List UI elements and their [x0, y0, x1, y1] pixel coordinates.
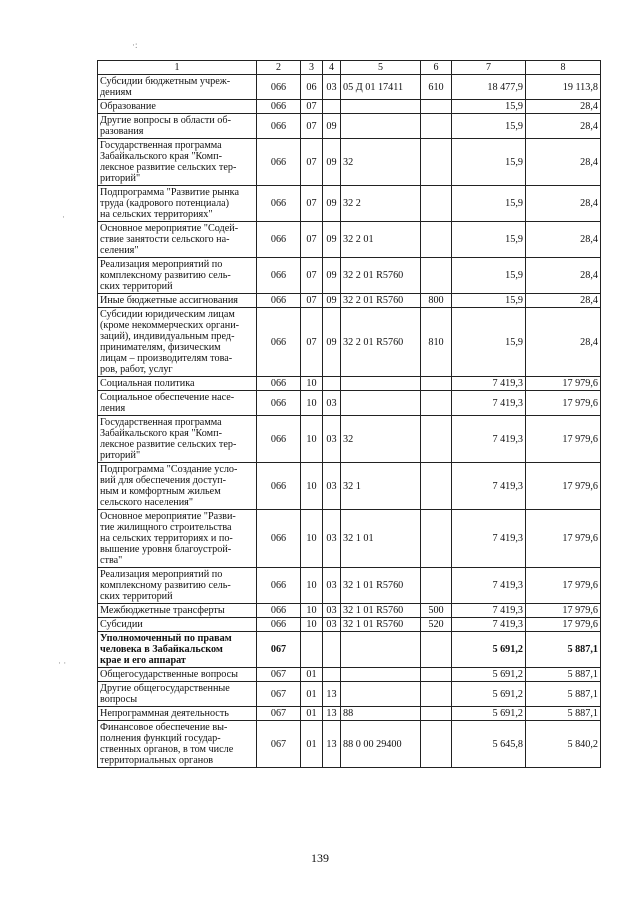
cell-name: Другие общегосударственные вопросы [98, 682, 257, 707]
cell-code: 066 [257, 463, 301, 510]
cell-amount-col7: 7 419,3 [452, 604, 526, 618]
cell-subsection: 13 [323, 682, 341, 707]
cell-name: Социальное обеспечение насе- ления [98, 391, 257, 416]
cell-code: 067 [257, 668, 301, 682]
cell-target-article: 32 2 01 R5760 [341, 258, 421, 294]
table-row [98, 721, 601, 768]
cell-expense-type [421, 707, 452, 721]
column-header: 3 [301, 61, 323, 75]
cell-target-article: 32 1 01 [341, 510, 421, 568]
cell-amount-col7: 5 691,2 [452, 668, 526, 682]
cell-amount-col7: 5 691,2 [452, 682, 526, 707]
cell-expense-type: 610 [421, 75, 452, 100]
cell-section: 10 [301, 416, 323, 463]
cell-section: 01 [301, 721, 323, 768]
cell-code: 066 [257, 308, 301, 377]
cell-code: 067 [257, 682, 301, 707]
cell-name: Государственная программа Забайкальского края "Комп- лексное развитие сельских тер- риторий" [98, 416, 257, 463]
table-row [98, 568, 601, 604]
cell-section: 07 [301, 294, 323, 308]
cell-target-article [341, 632, 421, 668]
scan-artifact: · · [58, 658, 67, 668]
cell-expense-type [421, 222, 452, 258]
cell-subsection: 03 [323, 391, 341, 416]
cell-section: 10 [301, 604, 323, 618]
cell-amount-col7: 7 419,3 [452, 391, 526, 416]
cell-expense-type: 500 [421, 604, 452, 618]
cell-subsection: 03 [323, 568, 341, 604]
cell-section: 07 [301, 186, 323, 222]
cell-name: Финансовое обеспечение вы- полнения функций государ- ственных органов, в том числе территориальных органов [98, 721, 257, 768]
cell-target-article [341, 668, 421, 682]
cell-name: Субсидии бюджетным учреж- дениям [98, 75, 257, 100]
cell-subsection: 09 [323, 222, 341, 258]
cell-code: 066 [257, 258, 301, 294]
cell-amount-col8: 28,4 [526, 258, 601, 294]
cell-code: 066 [257, 568, 301, 604]
cell-subsection: 09 [323, 114, 341, 139]
cell-amount-col7: 15,9 [452, 139, 526, 186]
cell-expense-type [421, 139, 452, 186]
cell-target-article [341, 100, 421, 114]
cell-code: 066 [257, 294, 301, 308]
cell-target-article [341, 391, 421, 416]
table-row [98, 294, 601, 308]
table-row [98, 682, 601, 707]
cell-subsection: 03 [323, 75, 341, 100]
cell-code: 066 [257, 222, 301, 258]
cell-expense-type [421, 377, 452, 391]
cell-amount-col7: 5 645,8 [452, 721, 526, 768]
cell-code: 066 [257, 75, 301, 100]
cell-expense-type [421, 391, 452, 416]
table-row [98, 668, 601, 682]
column-header: 4 [323, 61, 341, 75]
cell-code: 067 [257, 632, 301, 668]
table-row [98, 139, 601, 186]
cell-amount-col8: 5 887,1 [526, 668, 601, 682]
table-row [98, 186, 601, 222]
cell-amount-col8: 28,4 [526, 100, 601, 114]
cell-target-article [341, 114, 421, 139]
column-header: 2 [257, 61, 301, 75]
cell-section: 06 [301, 75, 323, 100]
cell-amount-col7: 15,9 [452, 100, 526, 114]
cell-code: 066 [257, 510, 301, 568]
cell-section: 10 [301, 568, 323, 604]
cell-name: Реализация мероприятий по комплексному развитию сель- ских территорий [98, 258, 257, 294]
cell-amount-col7: 15,9 [452, 186, 526, 222]
table-row [98, 707, 601, 721]
cell-name: Общегосударственные вопросы [98, 668, 257, 682]
cell-code: 066 [257, 391, 301, 416]
cell-expense-type [421, 632, 452, 668]
scan-artifact: · [62, 212, 65, 222]
cell-expense-type [421, 186, 452, 222]
cell-subsection: 09 [323, 139, 341, 186]
cell-name: Субсидии [98, 618, 257, 632]
cell-amount-col7: 15,9 [452, 294, 526, 308]
cell-target-article: 32 2 [341, 186, 421, 222]
cell-subsection [323, 668, 341, 682]
cell-target-article: 32 2 01 R5760 [341, 308, 421, 377]
cell-subsection: 09 [323, 258, 341, 294]
cell-name: Социальная политика [98, 377, 257, 391]
budget-table [97, 60, 601, 768]
cell-amount-col8: 28,4 [526, 139, 601, 186]
cell-name: Основное мероприятие "Разви- тие жилищного строительства на сельских территориях и по- вышение уровня благоустрой- ства" [98, 510, 257, 568]
cell-amount-col8: 5 887,1 [526, 682, 601, 707]
cell-target-article: 32 1 01 R5760 [341, 604, 421, 618]
cell-section: 07 [301, 222, 323, 258]
cell-amount-col8: 28,4 [526, 308, 601, 377]
cell-target-article: 88 0 00 29400 [341, 721, 421, 768]
cell-subsection: 09 [323, 308, 341, 377]
cell-expense-type [421, 682, 452, 707]
cell-expense-type [421, 668, 452, 682]
cell-code: 066 [257, 377, 301, 391]
cell-section: 10 [301, 510, 323, 568]
cell-target-article: 05 Д 01 17411 [341, 75, 421, 100]
cell-expense-type [421, 463, 452, 510]
cell-amount-col7: 7 419,3 [452, 618, 526, 632]
cell-code: 066 [257, 100, 301, 114]
cell-expense-type [421, 721, 452, 768]
cell-expense-type [421, 100, 452, 114]
cell-code: 066 [257, 416, 301, 463]
cell-amount-col8: 17 979,6 [526, 391, 601, 416]
table-row [98, 604, 601, 618]
cell-name: Образование [98, 100, 257, 114]
cell-amount-col8: 28,4 [526, 114, 601, 139]
cell-expense-type [421, 416, 452, 463]
cell-name: Основное мероприятие "Содей- ствие занятости сельского на- селения" [98, 222, 257, 258]
cell-amount-col8: 28,4 [526, 294, 601, 308]
cell-amount-col7: 15,9 [452, 308, 526, 377]
cell-subsection [323, 100, 341, 114]
cell-expense-type [421, 510, 452, 568]
cell-code: 067 [257, 707, 301, 721]
cell-subsection: 03 [323, 463, 341, 510]
cell-subsection: 03 [323, 604, 341, 618]
cell-code: 066 [257, 186, 301, 222]
column-header: 6 [421, 61, 452, 75]
cell-amount-col7: 15,9 [452, 258, 526, 294]
cell-subsection: 13 [323, 707, 341, 721]
cell-target-article: 88 [341, 707, 421, 721]
cell-amount-col8: 17 979,6 [526, 618, 601, 632]
cell-section: 01 [301, 668, 323, 682]
cell-expense-type: 800 [421, 294, 452, 308]
cell-target-article: 32 2 01 [341, 222, 421, 258]
cell-target-article: 32 [341, 416, 421, 463]
scan-artifact: ·: [132, 40, 138, 50]
table-row [98, 100, 601, 114]
cell-name: Реализация мероприятий по комплексному развитию сель- ских территорий [98, 568, 257, 604]
cell-target-article: 32 1 01 R5760 [341, 568, 421, 604]
table-row [98, 75, 601, 100]
cell-name: Подпрограмма "Развитие рынка труда (кадрового потенциала) на сельских территориях" [98, 186, 257, 222]
column-header: 1 [98, 61, 257, 75]
cell-name: Субсидии юридическим лицам (кроме некоммерческих органи- заций), индивидуальным пред- принимателям, физическим лицам – производителям това- ров, работ, услуг [98, 308, 257, 377]
cell-target-article [341, 377, 421, 391]
cell-section: 10 [301, 618, 323, 632]
cell-subsection: 09 [323, 294, 341, 308]
column-header: 5 [341, 61, 421, 75]
column-header: 7 [452, 61, 526, 75]
cell-subsection: 09 [323, 186, 341, 222]
cell-expense-type [421, 114, 452, 139]
cell-code: 066 [257, 114, 301, 139]
cell-code: 066 [257, 618, 301, 632]
cell-name: Уполномоченный по правам человека в Забайкальском крае и его аппарат [98, 632, 257, 668]
cell-amount-col8: 5 840,2 [526, 721, 601, 768]
cell-amount-col8: 17 979,6 [526, 377, 601, 391]
table-row [98, 618, 601, 632]
cell-amount-col7: 15,9 [452, 222, 526, 258]
cell-amount-col7: 5 691,2 [452, 632, 526, 668]
column-header: 8 [526, 61, 601, 75]
cell-name: Межбюджетные трансферты [98, 604, 257, 618]
cell-amount-col8: 5 887,1 [526, 707, 601, 721]
cell-expense-type [421, 568, 452, 604]
cell-subsection: 03 [323, 416, 341, 463]
page-number: 139 [311, 851, 329, 865]
cell-name: Подпрограмма "Создание усло- вий для обеспечения доступ- ным и комфортным жильем сельского населения" [98, 463, 257, 510]
cell-section: 10 [301, 463, 323, 510]
cell-section: 07 [301, 114, 323, 139]
table-row [98, 258, 601, 294]
cell-section: 01 [301, 707, 323, 721]
cell-expense-type: 520 [421, 618, 452, 632]
table-row [98, 463, 601, 510]
cell-expense-type [421, 258, 452, 294]
cell-section: 10 [301, 391, 323, 416]
cell-target-article: 32 1 01 R5760 [341, 618, 421, 632]
table-row [98, 510, 601, 568]
cell-section: 07 [301, 100, 323, 114]
table-row [98, 222, 601, 258]
cell-name: Иные бюджетные ассигнования [98, 294, 257, 308]
cell-amount-col7: 15,9 [452, 114, 526, 139]
cell-amount-col8: 28,4 [526, 186, 601, 222]
cell-target-article [341, 682, 421, 707]
table-body [98, 61, 601, 768]
cell-code: 066 [257, 604, 301, 618]
table-row [98, 308, 601, 377]
cell-target-article: 32 [341, 139, 421, 186]
cell-subsection [323, 377, 341, 391]
table-row [98, 416, 601, 463]
cell-code: 066 [257, 139, 301, 186]
cell-name: Государственная программа Забайкальского края "Комп- лексное развитие сельских тер- риторий" [98, 139, 257, 186]
table-row [98, 632, 601, 668]
table-row [98, 391, 601, 416]
cell-amount-col8: 17 979,6 [526, 568, 601, 604]
cell-subsection: 13 [323, 721, 341, 768]
cell-subsection [323, 632, 341, 668]
cell-section: 07 [301, 258, 323, 294]
cell-section: 07 [301, 139, 323, 186]
cell-amount-col7: 7 419,3 [452, 416, 526, 463]
cell-section: 07 [301, 308, 323, 377]
cell-subsection: 03 [323, 618, 341, 632]
cell-name: Другие вопросы в области об- разования [98, 114, 257, 139]
cell-amount-col8: 17 979,6 [526, 416, 601, 463]
cell-amount-col8: 19 113,8 [526, 75, 601, 100]
table-row [98, 114, 601, 139]
cell-amount-col7: 5 691,2 [452, 707, 526, 721]
cell-amount-col7: 7 419,3 [452, 377, 526, 391]
cell-amount-col7: 7 419,3 [452, 568, 526, 604]
cell-section: 01 [301, 682, 323, 707]
cell-amount-col7: 18 477,9 [452, 75, 526, 100]
cell-amount-col7: 7 419,3 [452, 463, 526, 510]
cell-section [301, 632, 323, 668]
cell-amount-col7: 7 419,3 [452, 510, 526, 568]
table-row [98, 377, 601, 391]
cell-amount-col8: 17 979,6 [526, 510, 601, 568]
cell-target-article: 32 2 01 R5760 [341, 294, 421, 308]
cell-amount-col8: 5 887,1 [526, 632, 601, 668]
cell-amount-col8: 17 979,6 [526, 604, 601, 618]
cell-expense-type: 810 [421, 308, 452, 377]
cell-amount-col8: 17 979,6 [526, 463, 601, 510]
cell-code: 067 [257, 721, 301, 768]
cell-section: 10 [301, 377, 323, 391]
cell-subsection: 03 [323, 510, 341, 568]
cell-target-article: 32 1 [341, 463, 421, 510]
header-row [98, 61, 601, 75]
cell-amount-col8: 28,4 [526, 222, 601, 258]
cell-name: Непрограммная деятельность [98, 707, 257, 721]
